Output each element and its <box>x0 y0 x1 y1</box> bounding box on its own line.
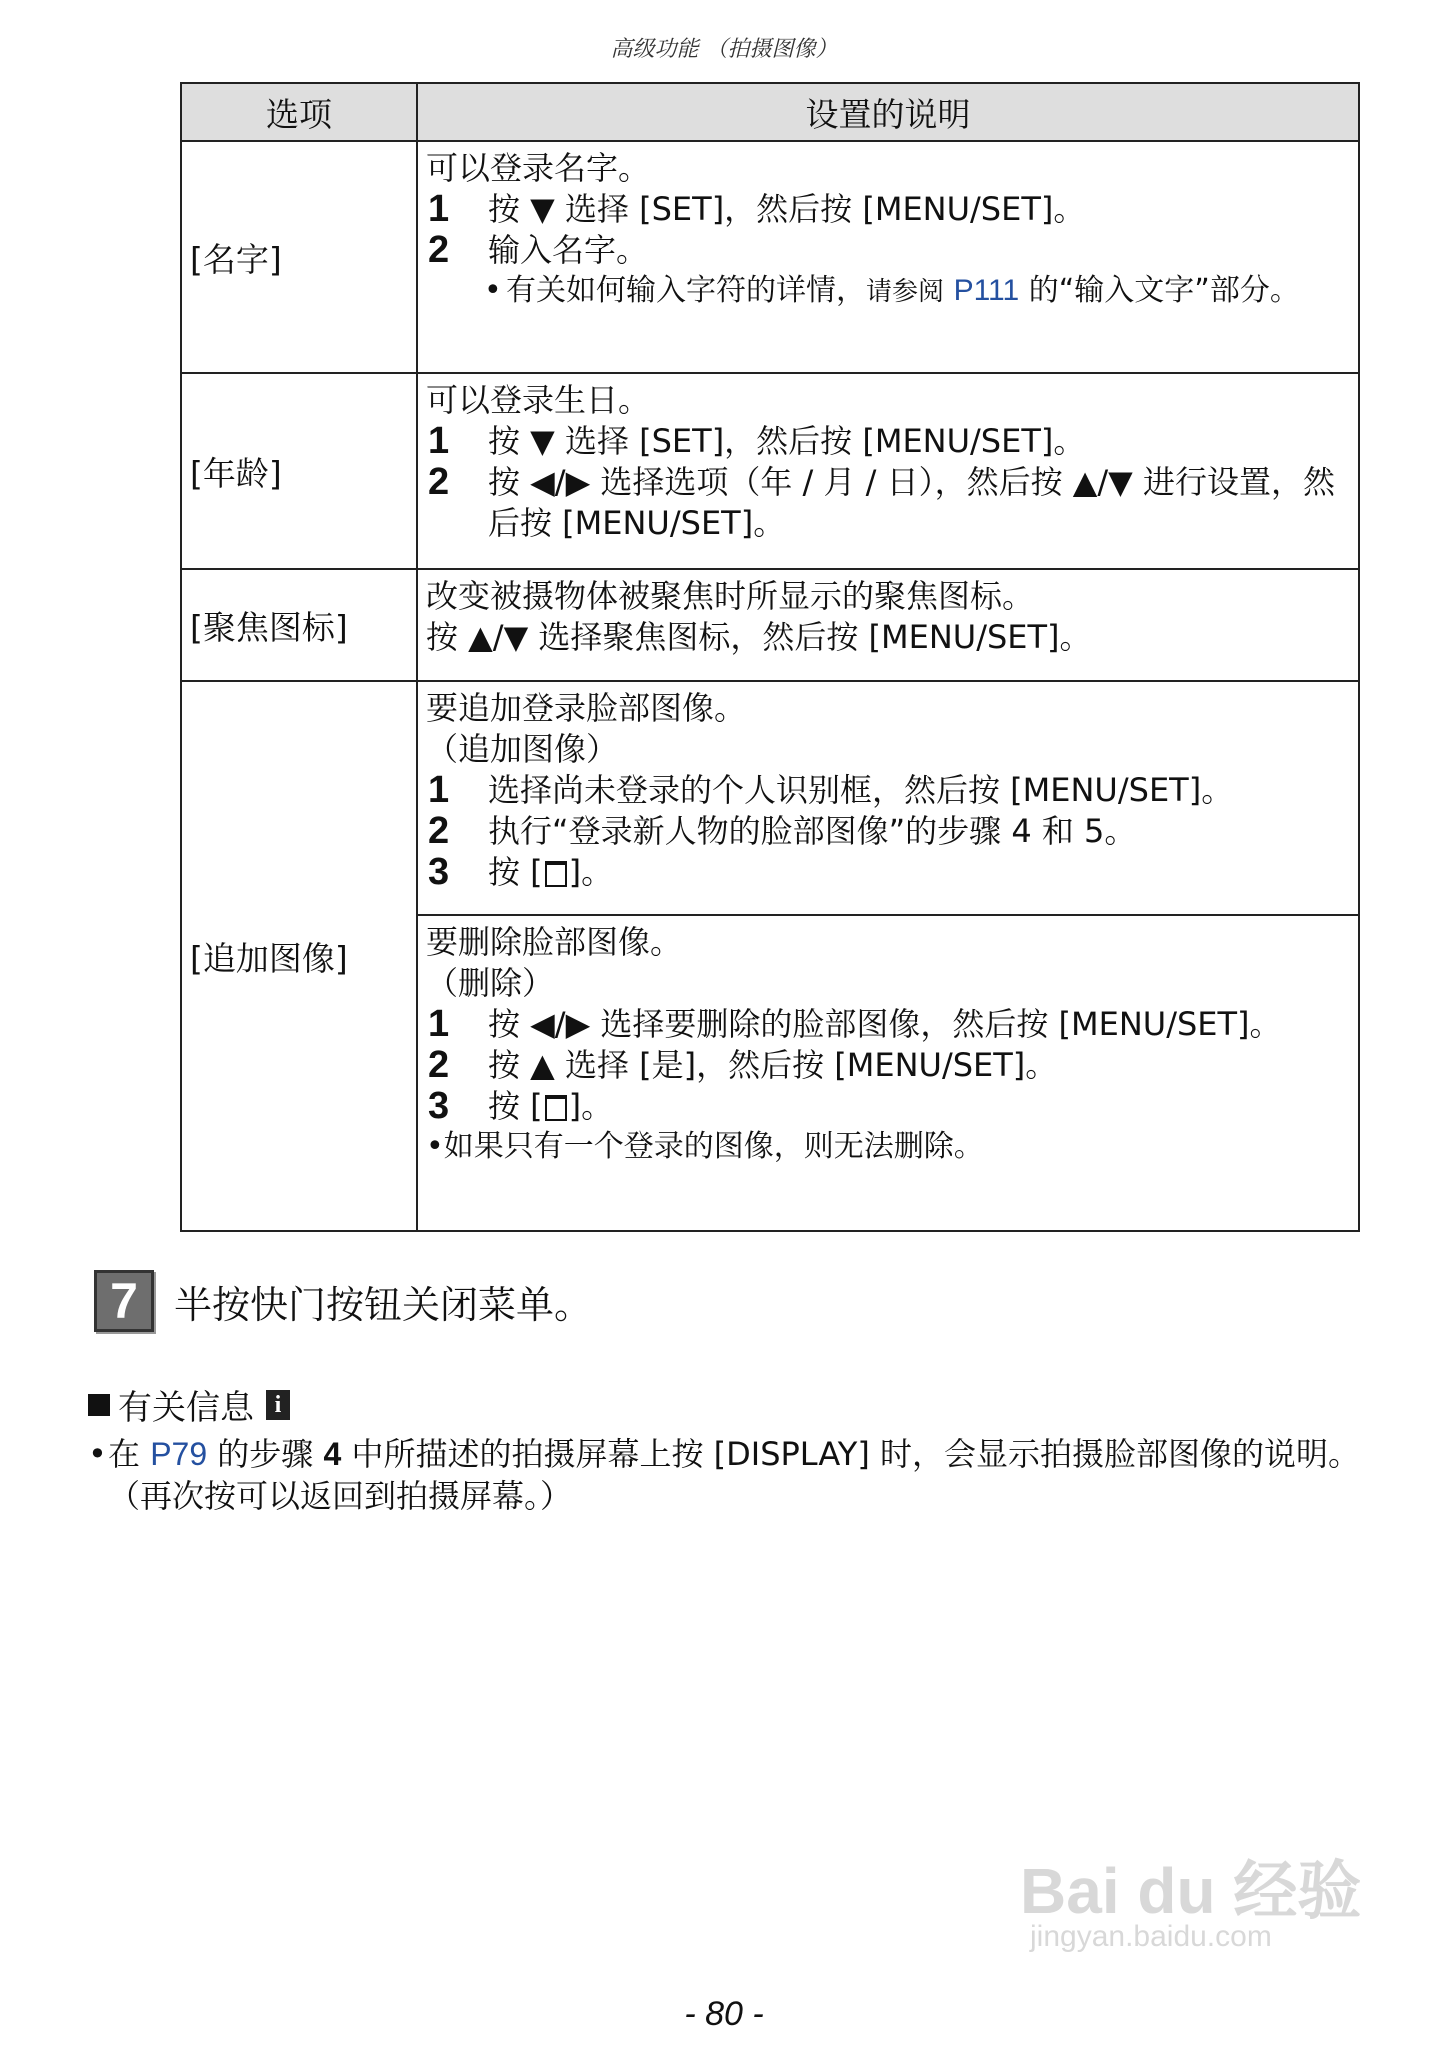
step-text: 执行“登录新人物的脸部图像”的步骤 4 和 5。 <box>488 812 1137 850</box>
note-text: 的“输入文字”部分。 <box>1028 273 1300 308</box>
note <box>426 1127 1350 1167</box>
step-number: 2 <box>428 1044 450 1086</box>
table-row-age <box>181 373 1359 569</box>
step-text: 按 ▼ 选择 [SET]，然后按 [MENU/SET]。 <box>488 422 1086 460</box>
related-info <box>88 1380 1368 1517</box>
step-2 <box>426 1045 1350 1086</box>
info-text: 中所描述的拍摄屏幕上按 [DISPLAY] 时，会显示拍摄脸部图像的说明。（再次按可以返回到拍摄屏幕。） <box>108 1435 1360 1515</box>
bullet: • <box>484 273 502 308</box>
info-text: 的步骤 <box>217 1435 314 1473</box>
option-name: [追加图像] <box>181 681 417 1231</box>
step-7-number-icon: 7 <box>94 1270 154 1332</box>
option-name: [年龄] <box>181 373 417 569</box>
step-text: 输入名字。 <box>488 231 649 269</box>
bullet: • <box>426 1129 444 1164</box>
column-header-description: 设置的说明 <box>417 83 1359 141</box>
step-text <box>488 1086 1350 1127</box>
note-text: 如果只有一个登录的图像，则无法删除。 <box>443 1129 984 1164</box>
related-info-heading-row <box>88 1380 1368 1429</box>
related-info-body <box>88 1433 1368 1517</box>
step-1 <box>426 189 1350 230</box>
page-link-p79[interactable]: P79 <box>150 1436 208 1472</box>
description-add-image <box>417 681 1359 915</box>
info-text: 在 <box>108 1435 141 1473</box>
step-3 <box>426 852 1350 893</box>
step-number: 2 <box>428 461 450 503</box>
step-number: 1 <box>428 420 450 462</box>
watermark-logo: Bai du 经验 <box>1020 1855 1362 1927</box>
info-step-number: 4 <box>323 1436 342 1472</box>
column-header-option: 选项 <box>181 83 417 141</box>
note <box>426 271 1350 312</box>
step-number: 2 <box>428 810 450 852</box>
step-number: 1 <box>428 188 450 230</box>
page-header-title: 高级功能 （拍摄图像） <box>610 37 838 62</box>
description-line: 按 ▲/▼ 选择聚焦图标，然后按 [MENU/SET]。 <box>426 618 1092 656</box>
step-number: 1 <box>428 1003 450 1045</box>
table-row-focus-icon <box>181 569 1359 681</box>
step-1 <box>426 421 1350 462</box>
step-text: 按 ▲ 选择 [是]，然后按 [MENU/SET]。 <box>488 1046 1058 1084</box>
watermark-url: jingyan.baidu.com <box>1030 1920 1272 1953</box>
step-text-part: ]。 <box>568 853 614 891</box>
step-3 <box>426 1086 1350 1127</box>
info-icon: i <box>266 1390 290 1420</box>
step-1 <box>426 1004 1350 1045</box>
step-2 <box>426 462 1350 544</box>
step-text-part: 按 [ <box>488 1087 543 1125</box>
sub-heading: （追加图像） <box>426 730 619 768</box>
step-text <box>488 852 1350 893</box>
note-text: 请参阅 <box>866 277 945 307</box>
sub-heading: （删除） <box>426 964 555 1002</box>
table-row-add-image <box>181 681 1359 915</box>
intro-text: 可以登录生日。 <box>426 381 651 419</box>
related-info-heading: 有关信息 <box>118 1388 254 1428</box>
description-line: 改变被摄物体被聚焦时所显示的聚焦图标。 <box>426 577 1035 615</box>
description-age <box>417 373 1359 569</box>
page-number: - 80 - <box>684 1995 764 2033</box>
page-link-p111[interactable]: P111 <box>953 274 1020 307</box>
step-number: 2 <box>428 229 450 271</box>
description-delete-image <box>417 915 1359 1231</box>
table-row-name <box>181 141 1359 373</box>
trash-icon <box>545 861 567 887</box>
step-2 <box>426 811 1350 852</box>
bullet: • <box>88 1435 107 1473</box>
option-name: [名字] <box>181 141 417 373</box>
step-2 <box>426 230 1350 271</box>
note-text: 有关如何输入字符的详情， <box>506 273 866 308</box>
step-text: 按 ◀/▶ 选择选项（年 / 月 / 日），然后按 ▲/▼ 进行设置，然后按 [MENU/SET]。 <box>488 463 1335 542</box>
step-number: 3 <box>428 851 450 893</box>
description-name <box>417 141 1359 373</box>
options-table <box>180 82 1360 1232</box>
table-header-row <box>181 83 1359 141</box>
step-text: 按 ▼ 选择 [SET]，然后按 [MENU/SET]。 <box>488 190 1086 228</box>
option-name: [聚焦图标] <box>181 569 417 681</box>
step-text: 选择尚未登录的个人识别框，然后按 [MENU/SET]。 <box>488 771 1234 809</box>
square-bullet-icon <box>88 1394 110 1416</box>
step-text-part: ]。 <box>568 1087 614 1125</box>
intro-text: 可以登录名字。 <box>426 149 651 187</box>
intro-text: 要删除脸部图像。 <box>426 923 683 961</box>
step-text-part: 按 [ <box>488 853 543 891</box>
step-number: 3 <box>428 1085 450 1127</box>
step-7-text: 半按快门按钮关闭菜单。 <box>174 1282 593 1327</box>
step-7 <box>94 1270 592 1332</box>
description-focus-icon <box>417 569 1359 681</box>
step-number: 1 <box>428 769 450 811</box>
step-1 <box>426 770 1350 811</box>
step-text: 按 ◀/▶ 选择要删除的脸部图像，然后按 [MENU/SET]。 <box>488 1005 1282 1043</box>
trash-icon <box>545 1095 567 1121</box>
intro-text: 要追加登录脸部图像。 <box>426 689 747 727</box>
